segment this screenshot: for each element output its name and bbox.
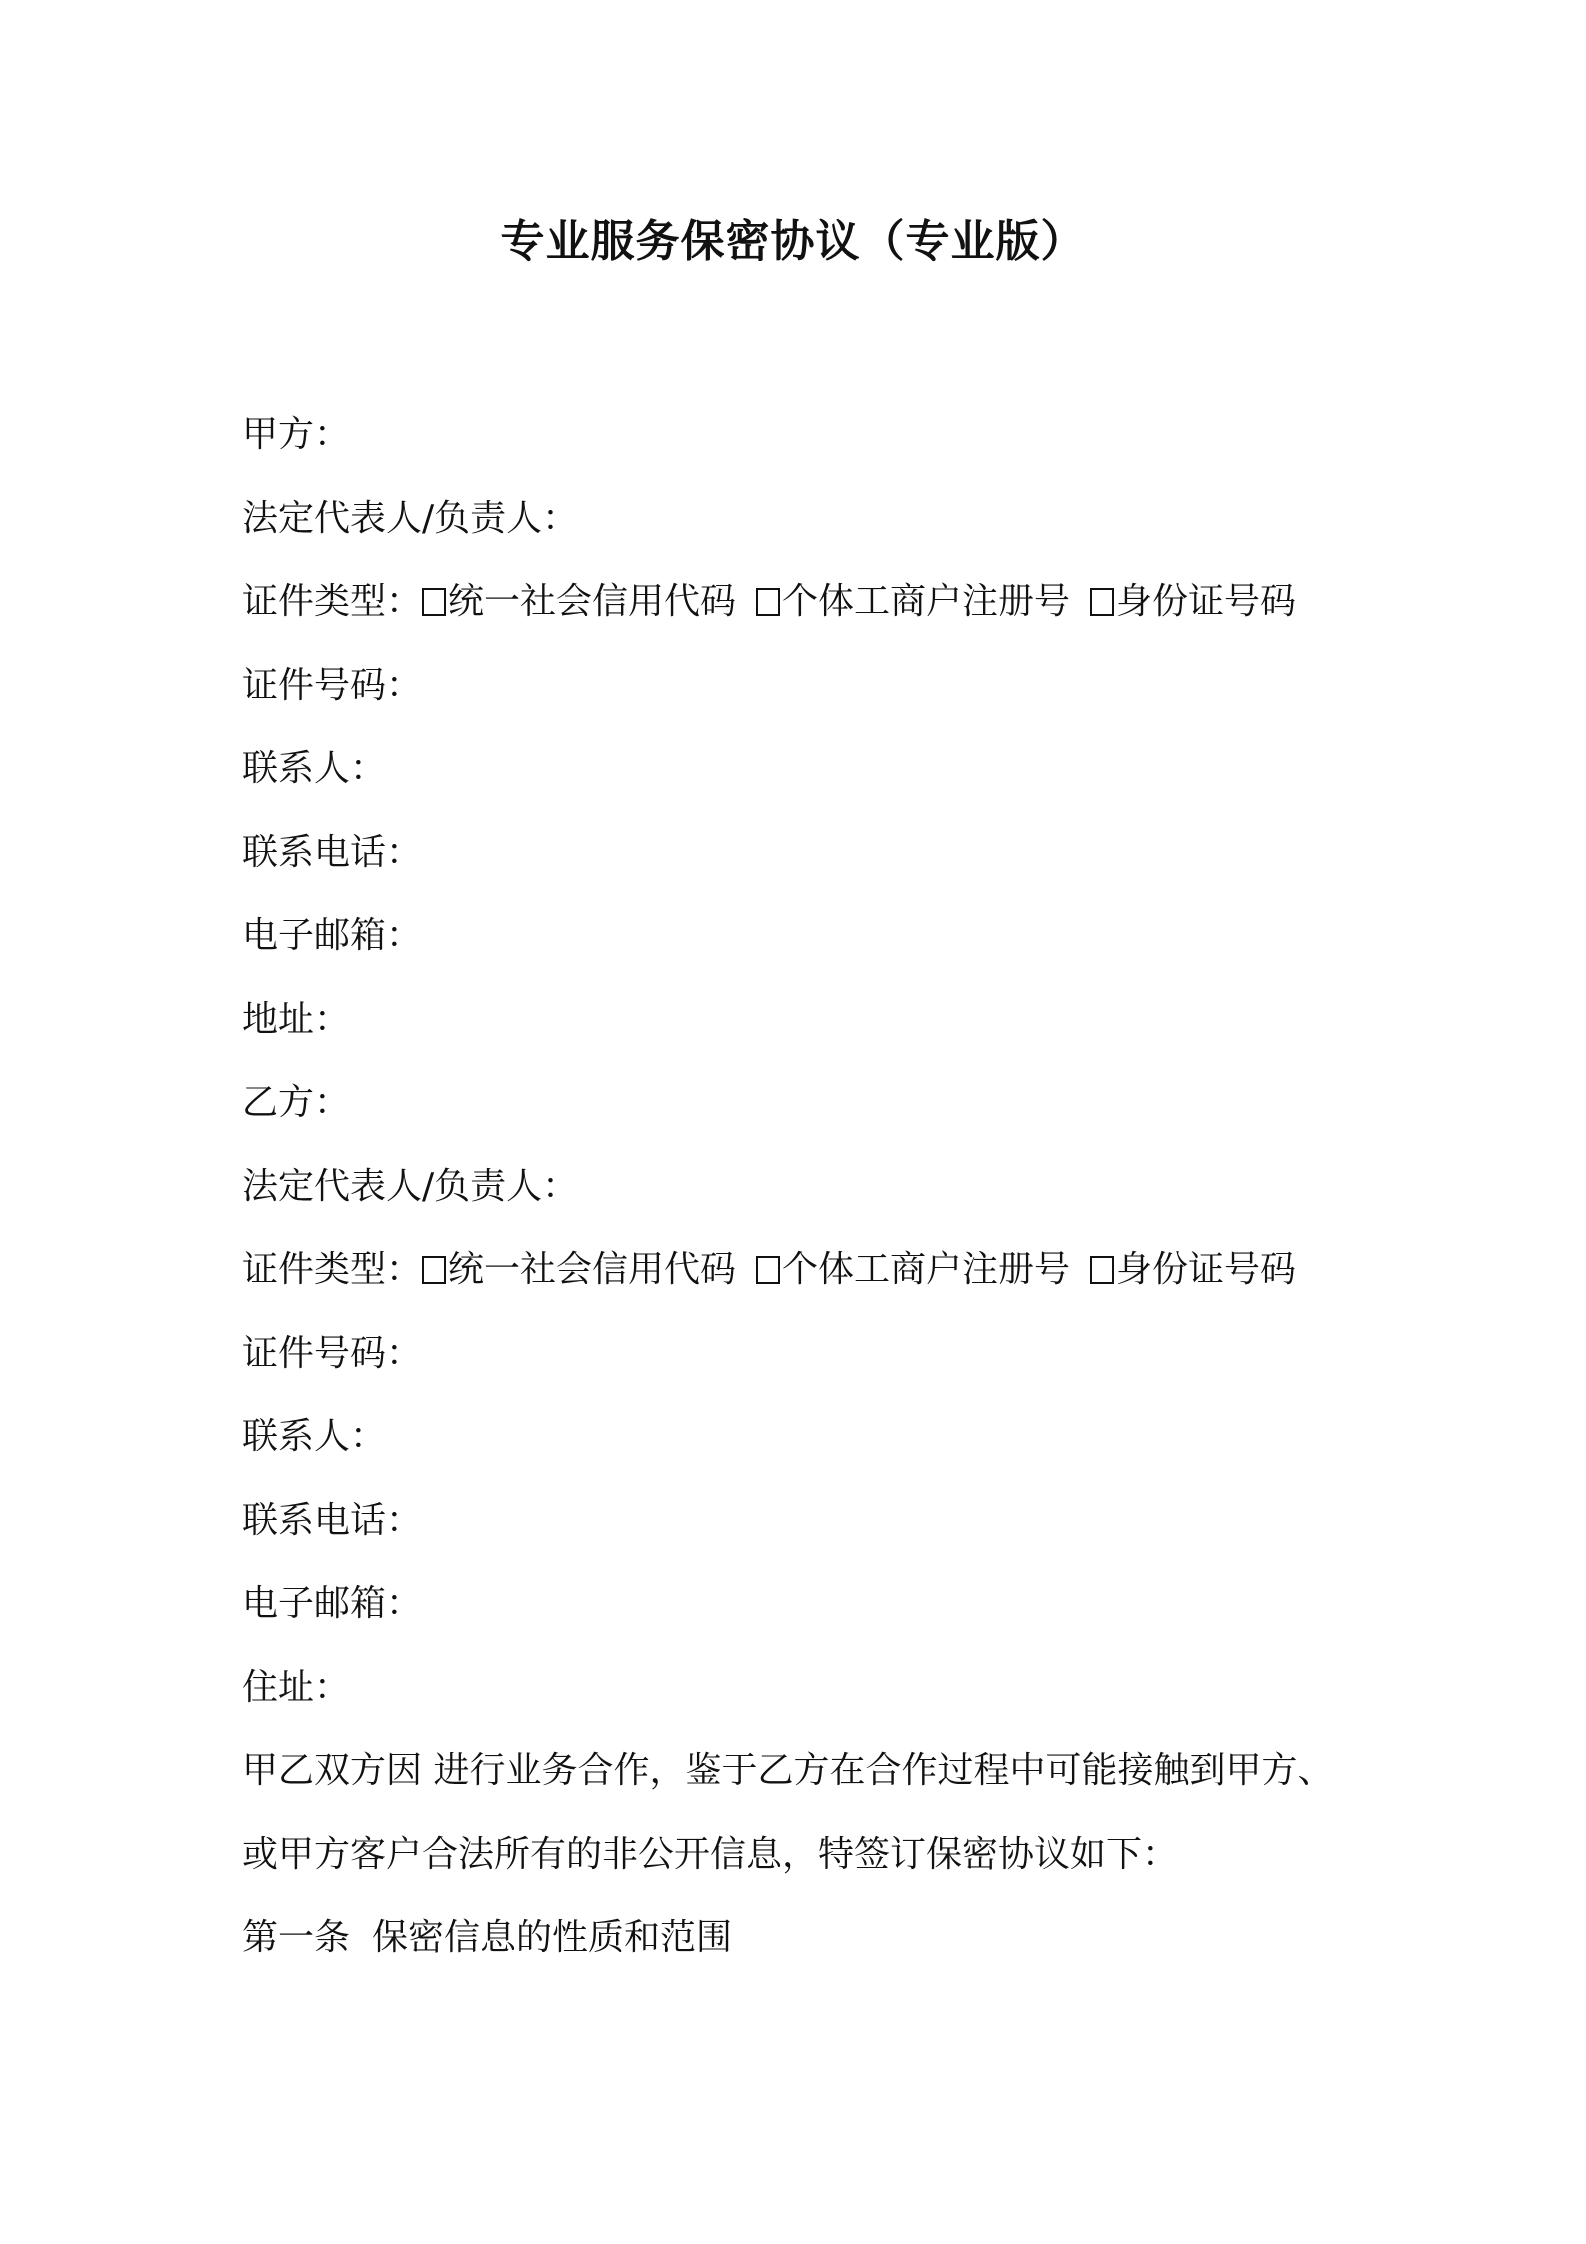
party-b-id-no-label: 证件号码： [242,1332,423,1374]
party-a-id-no-label: 证件号码： [242,664,423,706]
document-body [242,408,1402,1995]
party-b-rep-line [242,1160,1402,1244]
party-b-rep-label: 法定代表人/负责人： [242,1165,579,1207]
party-a-option-business-reg-label: 个体工商户注册号 [782,581,1071,622]
party-b-line [242,1076,1402,1160]
party-a-contact-line [242,742,1402,826]
party-a-email-line [242,909,1402,993]
party-a-email-label: 电子邮箱： [242,915,423,956]
party-b-email-line [242,1577,1402,1661]
party-b-option-credit-code-label: 统一社会信用代码 [448,1249,737,1290]
party-b-option-credit-code[interactable] [422,1249,736,1290]
party-a-id-type-label: 证件类型： [242,581,423,622]
party-a-option-id-card-label: 身份证号码 [1116,581,1297,622]
checkbox-icon[interactable] [756,1256,780,1284]
party-a-option-business-reg[interactable] [756,581,1070,622]
party-a-contact-label: 联系人： [242,748,387,789]
party-a-option-credit-code-label: 统一社会信用代码 [448,581,737,622]
party-a-option-credit-code[interactable] [422,581,736,622]
preamble-line-2: 或甲方客户合法所有的非公开信息，特签订保密协议如下： [242,1833,1179,1875]
party-b-option-business-reg[interactable] [756,1249,1070,1290]
party-a-phone-label: 联系电话： [242,831,423,873]
party-b-address-label: 住址： [242,1666,351,1708]
party-a-id-type-line [242,575,1402,659]
checkbox-icon[interactable] [756,588,780,616]
party-b-id-type-line [242,1243,1402,1327]
article-1-heading [242,1911,1402,1995]
party-a-address-label: 地址： [242,998,351,1040]
party-a-rep-label: 法定代表人/负责人： [242,497,579,539]
party-b-contact-label: 联系人： [242,1416,387,1457]
document-title: 专业服务保密协议（专业版） [500,216,1086,267]
checkbox-icon[interactable] [1090,1256,1114,1284]
checkbox-icon[interactable] [1090,588,1114,616]
article-1-title: 保密信息的性质和范围 [372,1917,733,1958]
party-b-phone-label: 联系电话： [242,1499,423,1541]
party-b-email-label: 电子邮箱： [242,1583,423,1624]
party-a-phone-line [242,826,1402,910]
party-b-id-type-label: 证件类型： [242,1249,423,1290]
party-b-id-no-line [242,1327,1402,1411]
party-b-option-business-reg-label: 个体工商户注册号 [782,1249,1071,1290]
party-a-id-no-line [242,659,1402,743]
party-a-label: 甲方： [242,414,351,455]
preamble-line-1: 甲乙双方因 进行业务合作，鉴于乙方在合作过程中可能接触到甲方、 [242,1750,1334,1791]
party-b-option-id-card[interactable] [1090,1249,1296,1290]
party-b-contact-line [242,1410,1402,1494]
checkbox-icon[interactable] [422,1256,446,1284]
party-a-option-id-card[interactable] [1090,581,1296,622]
party-b-phone-line [242,1494,1402,1578]
party-a-rep-line [242,492,1402,576]
party-a-address-line [242,993,1402,1077]
checkbox-icon[interactable] [422,588,446,616]
party-b-label: 乙方： [242,1082,351,1123]
party-b-address-line [242,1661,1402,1745]
party-a-line [242,408,1402,492]
party-b-option-id-card-label: 身份证号码 [1116,1249,1297,1290]
article-1-number: 第一条 [242,1917,351,1958]
